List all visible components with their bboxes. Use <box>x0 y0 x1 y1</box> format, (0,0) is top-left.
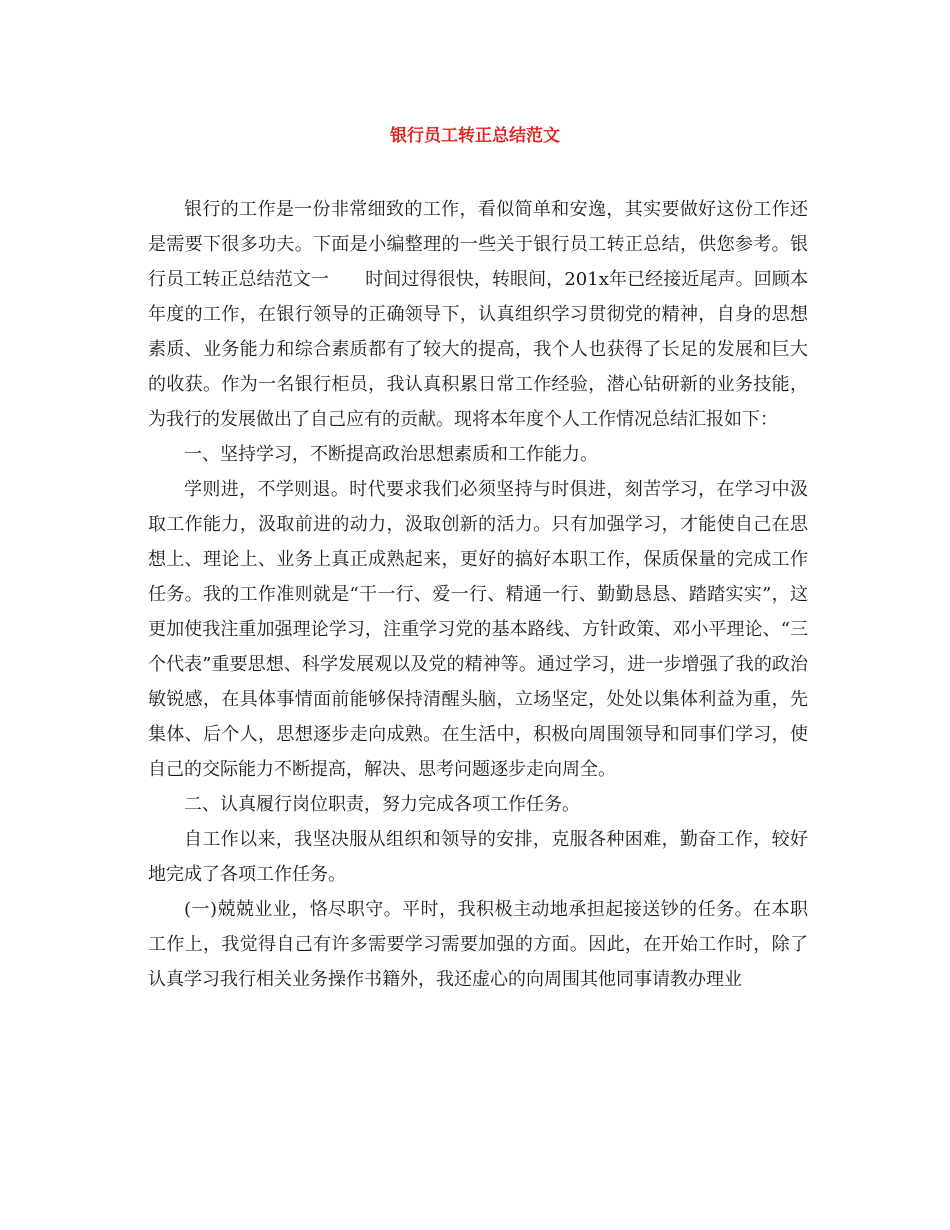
paragraph-intro: 银行的工作是一份非常细致的工作，看似简单和安逸，其实要做好这份工作还是需要下很多功夫。下面是小编整理的一些关于银行员工转正总结，供您参考。银行员工转正总结范文一 时间过得很快，转眼间，201x年已经接近尾声。回顾本年度的工作，在银行领导的正确领导下，认真组织学习贯彻党的精神，自身的思想素质、业务能力和综合素质都有了较大的提高，我个人也获得了长足的发展和巨大的收获。作为一名银行柜员，我认真积累日常工作经验，潜心钻研新的业务技能，为我行的发展做出了自己应有的贡献。现将本年度个人工作情况总结汇报如下： <box>148 199 808 430</box>
paragraph-diligence: (一)兢兢业业，恪尽职守。平时，我积极主动地承担起接送钞的任务。在本职工作上，我觉得自己有许多需要学习需要加强的方面。因此，在开始工作时，除了认真学习我行相关业务操作书籍外，我还虚心的向周围其他同事请教办理业 <box>148 899 808 990</box>
paragraph-duties: 自工作以来，我坚决服从组织和领导的安排，克服各种困难，勤奋工作，较好地完成了各项工作任务。 <box>148 829 808 885</box>
document-title: 银行员工转正总结范文 <box>390 126 560 146</box>
paragraph-study: 学则进，不学则退。时代要求我们必须坚持与时俱进，刻苦学习，在学习中汲取工作能力，汲取前进的动力，汲取创新的活力。只有加强学习，才能使自己在思想上、理论上、业务上真正成熟起来，更好的搞好本职工作，保质保量的完成工作任务。我的工作准则就是“干一行、爱一行、精通一行、勤勤恳恳、踏踏实实”，这更加使我注重加强理论学习，注重学习党的基本路线、方针政策、邓小平理论、“三个代表”重要思想、科学发展观以及党的精神等。通过学习，进一步增强了我的政治敏锐感，在具体事情面前能够保持清醒头脑，立场坚定，处处以集体利益为重，先集体、后个人，思想逐步走向成熟。在生活中，积极向周围领导和同事们学习，使自己的交际能力不断提高，解决、思考问题逐步走向周全。 <box>148 479 808 780</box>
document-body <box>148 192 808 997</box>
section-heading-2: 二、认真履行岗位职责，努力完成各项工作任务。 <box>184 794 580 815</box>
section-heading-1: 一、坚持学习，不断提高政治思想素质和工作能力。 <box>184 444 598 465</box>
